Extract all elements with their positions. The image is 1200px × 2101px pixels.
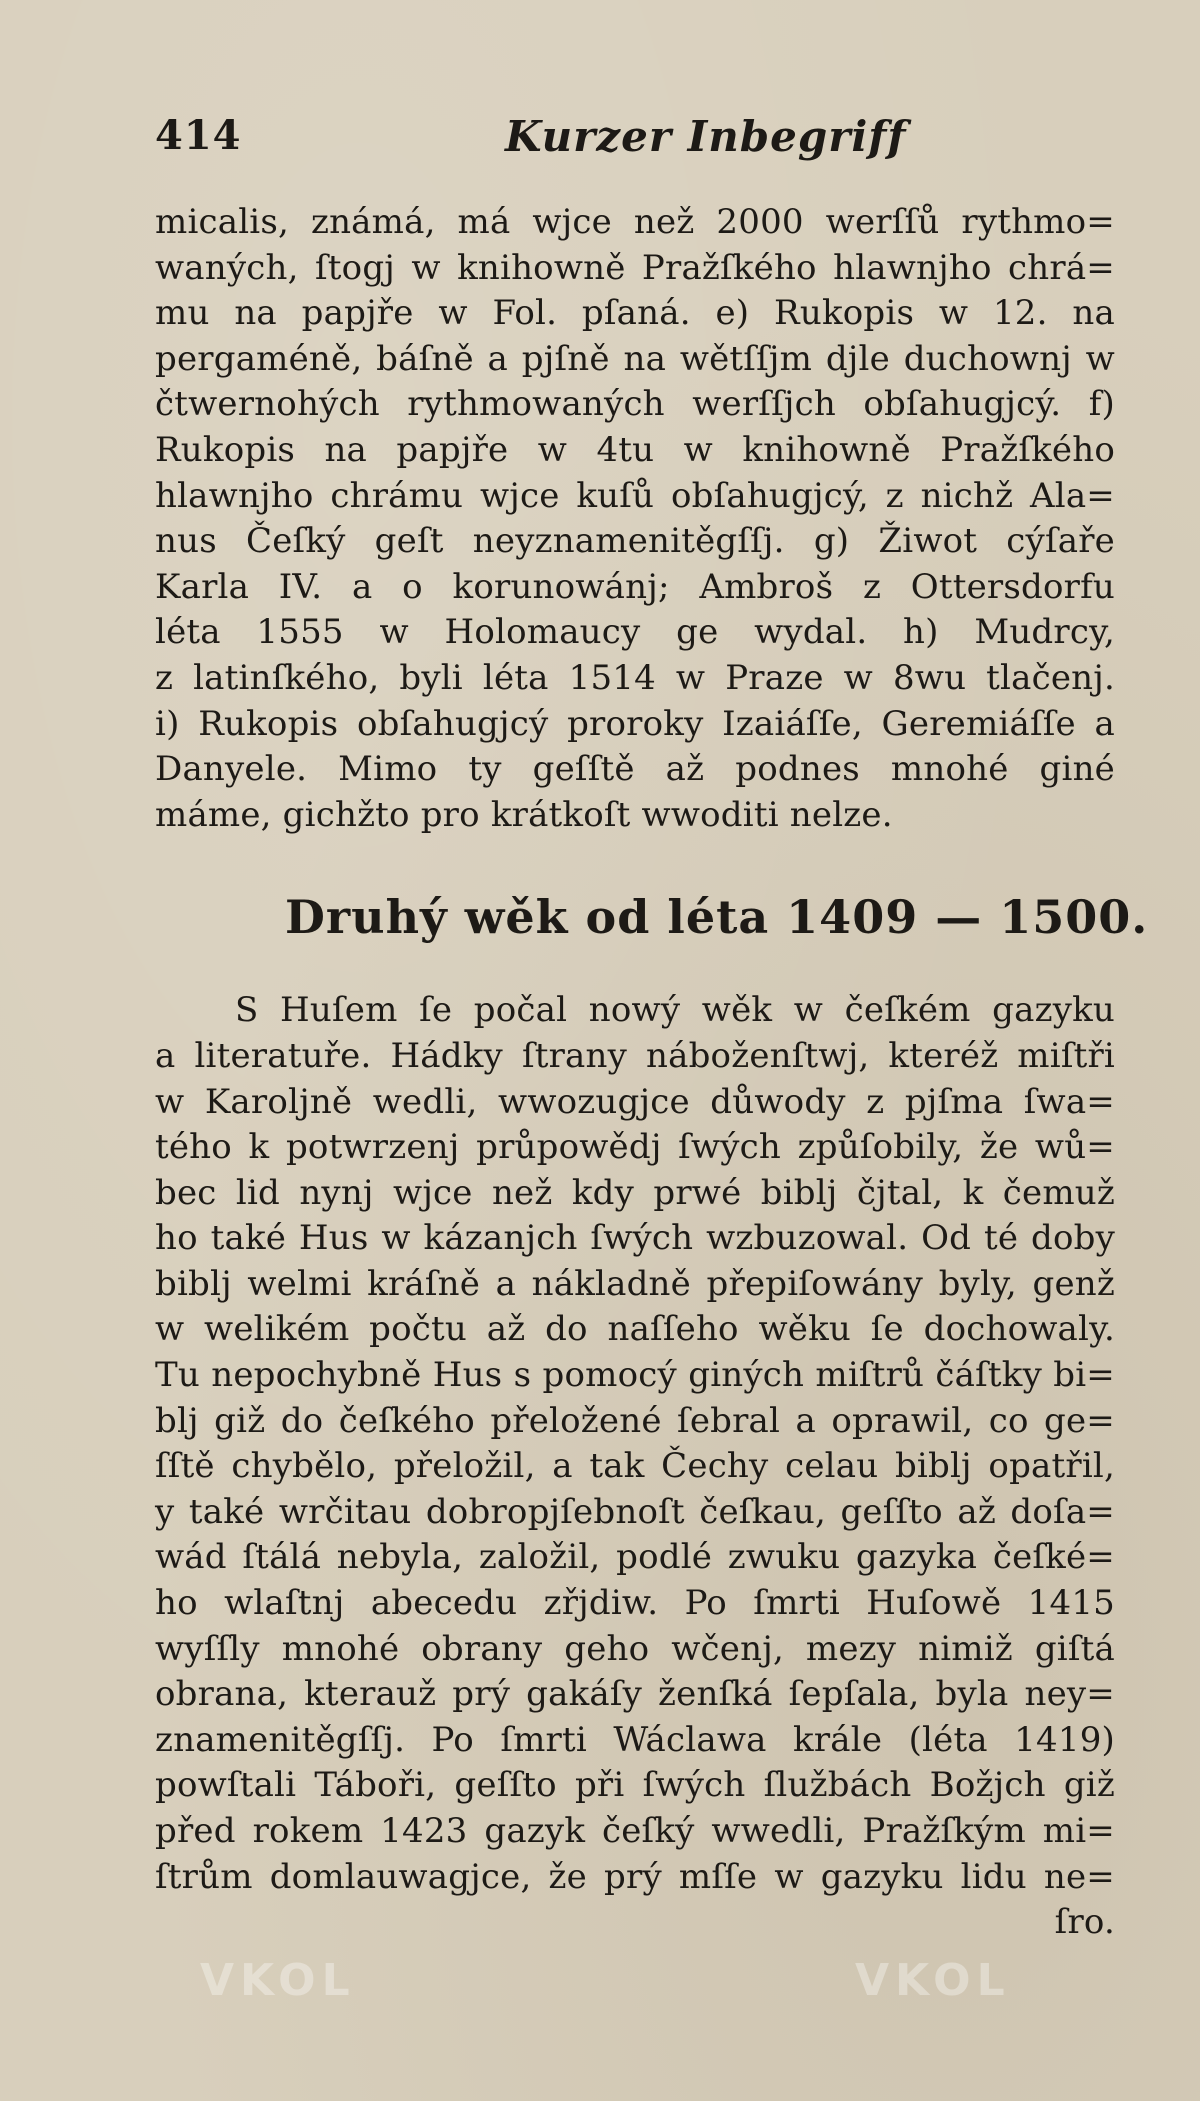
text-line: obrana, kterauž prý gakáſy ženſká ſepſala, byla ney= xyxy=(155,1674,1115,1715)
text-line: tého k potwrzenj průpowědj ſwých způſobily, že wů= xyxy=(155,1127,1115,1168)
text-line: powſtali Táboři, geſſto při ſwých ſlužbách Božjch giž xyxy=(155,1765,1115,1806)
text-line: wád ſtálá nebyla, založil, podlé zwuku gazyka čeſké= xyxy=(155,1537,1115,1578)
text-line: micalis, známá, má wjce než 2000 werſſů rythmo= xyxy=(155,202,1115,242)
text-line: z latinſkého, byli léta 1514 w Praze w 8wu tlačenj. xyxy=(155,657,1115,698)
text-line: y také wrčitau dobropjſebnoſt čeſkau, geſſto až doſa= xyxy=(155,1491,1115,1532)
text-line: i) Rukopis obſahugjcý proroky Izaiáſſe, Geremiáſſe a xyxy=(155,703,1115,744)
text-line: blj giž do čeſkého přeložené ſebral a oprawil, co ge= xyxy=(155,1400,1115,1441)
text-line: bec lid nynj wjce než kdy prwé biblj čjtal, k čemuž xyxy=(155,1172,1115,1213)
library-watermark: VKOL xyxy=(200,1955,356,2006)
text-line: léta 1555 w Holomaucy ge wydal. h) Mudrcy, xyxy=(155,612,1115,653)
text-line: w Karoljně wedli, wwozugjce důwody z pjſma ſwa= xyxy=(155,1081,1115,1122)
text-line: mu na papjře w Fol. pſaná. e) Rukopis w 12. na xyxy=(155,293,1115,334)
library-watermark: VKOL xyxy=(855,1955,1011,2006)
paragraph-2 xyxy=(155,988,1115,1945)
text-line: znamenitěgſſj. Po ſmrti Wáclawa krále (léta 1419) xyxy=(155,1719,1115,1760)
text-line: w welikém počtu až do naſſeho wěku ſe dochowaly. xyxy=(155,1309,1115,1350)
text-line: nus Čeſký geſt neyznamenitěgſſj. g) Žiwot cýſaře xyxy=(155,521,1115,562)
section-heading: Druhý wěk od léta 1409 — 1500. xyxy=(285,890,1149,945)
text-line: Karla IV. a o korunowánj; Ambroš z Ottersdorfu xyxy=(155,566,1115,607)
text-line: Tu nepochybně Hus s pomocý giných miſtrů čáſtky bi= xyxy=(155,1355,1115,1396)
paragraph-1 xyxy=(155,200,1115,838)
text-line: a literatuře. Hádky ſtrany náboženſtwj, kteréž miſtři xyxy=(155,1035,1115,1076)
text-line: pergaméně, báſně a pjſně na wětſſjm djle duchownj w xyxy=(155,338,1115,379)
text-line: ho wlaſtnj abecedu zřjdiw. Po ſmrti Huſowě 1415 xyxy=(155,1583,1115,1624)
page-header xyxy=(155,112,1112,182)
text-line: ſſtě chybělo, přeložil, a tak Čechy celau biblj opatřil, xyxy=(155,1446,1115,1487)
text-line: wyſſly mnohé obrany geho wčenj, mezy nimiž giſtá xyxy=(155,1628,1115,1669)
text-line: biblj welmi kráſně a nákladně přepiſowány byly, genž xyxy=(155,1263,1115,1304)
page-number: 414 xyxy=(155,112,242,159)
text-line: hlawnjho chrámu wjce kuſů obſahugjcý, z nichž Ala= xyxy=(155,475,1115,516)
text-line: máme, gichžto pro krátkoſt wwoditi nelze. xyxy=(155,794,893,835)
text-line: Danyele. Mimo ty geſſtě až podnes mnohé giné xyxy=(155,749,1115,790)
text-line: ſtrům domlauwagjce, že prý mſſe w gazyku lidu ne= xyxy=(155,1856,1115,1897)
running-title: Kurzer Inbegriff xyxy=(505,112,907,161)
text-line: čtwernohých rythmowaných werſſjch obſahugjcý. f) xyxy=(155,384,1115,425)
text-line: ho také Hus w kázanjch ſwých wzbuzowal. Od té doby xyxy=(155,1218,1115,1259)
catchword: ſro. xyxy=(1054,1902,1115,1943)
text-line: S Huſem ſe počal nowý wěk w čeſkém gazyku xyxy=(235,990,1115,1031)
text-line: waných, ſtogj w knihowně Pražſkého hlawnjho chrá= xyxy=(155,247,1115,288)
text-line: Rukopis na papjře w 4tu w knihowně Pražſkého xyxy=(155,429,1115,470)
text-line: před rokem 1423 gazyk čeſký wwedli, Pražſkým mi= xyxy=(155,1811,1115,1851)
